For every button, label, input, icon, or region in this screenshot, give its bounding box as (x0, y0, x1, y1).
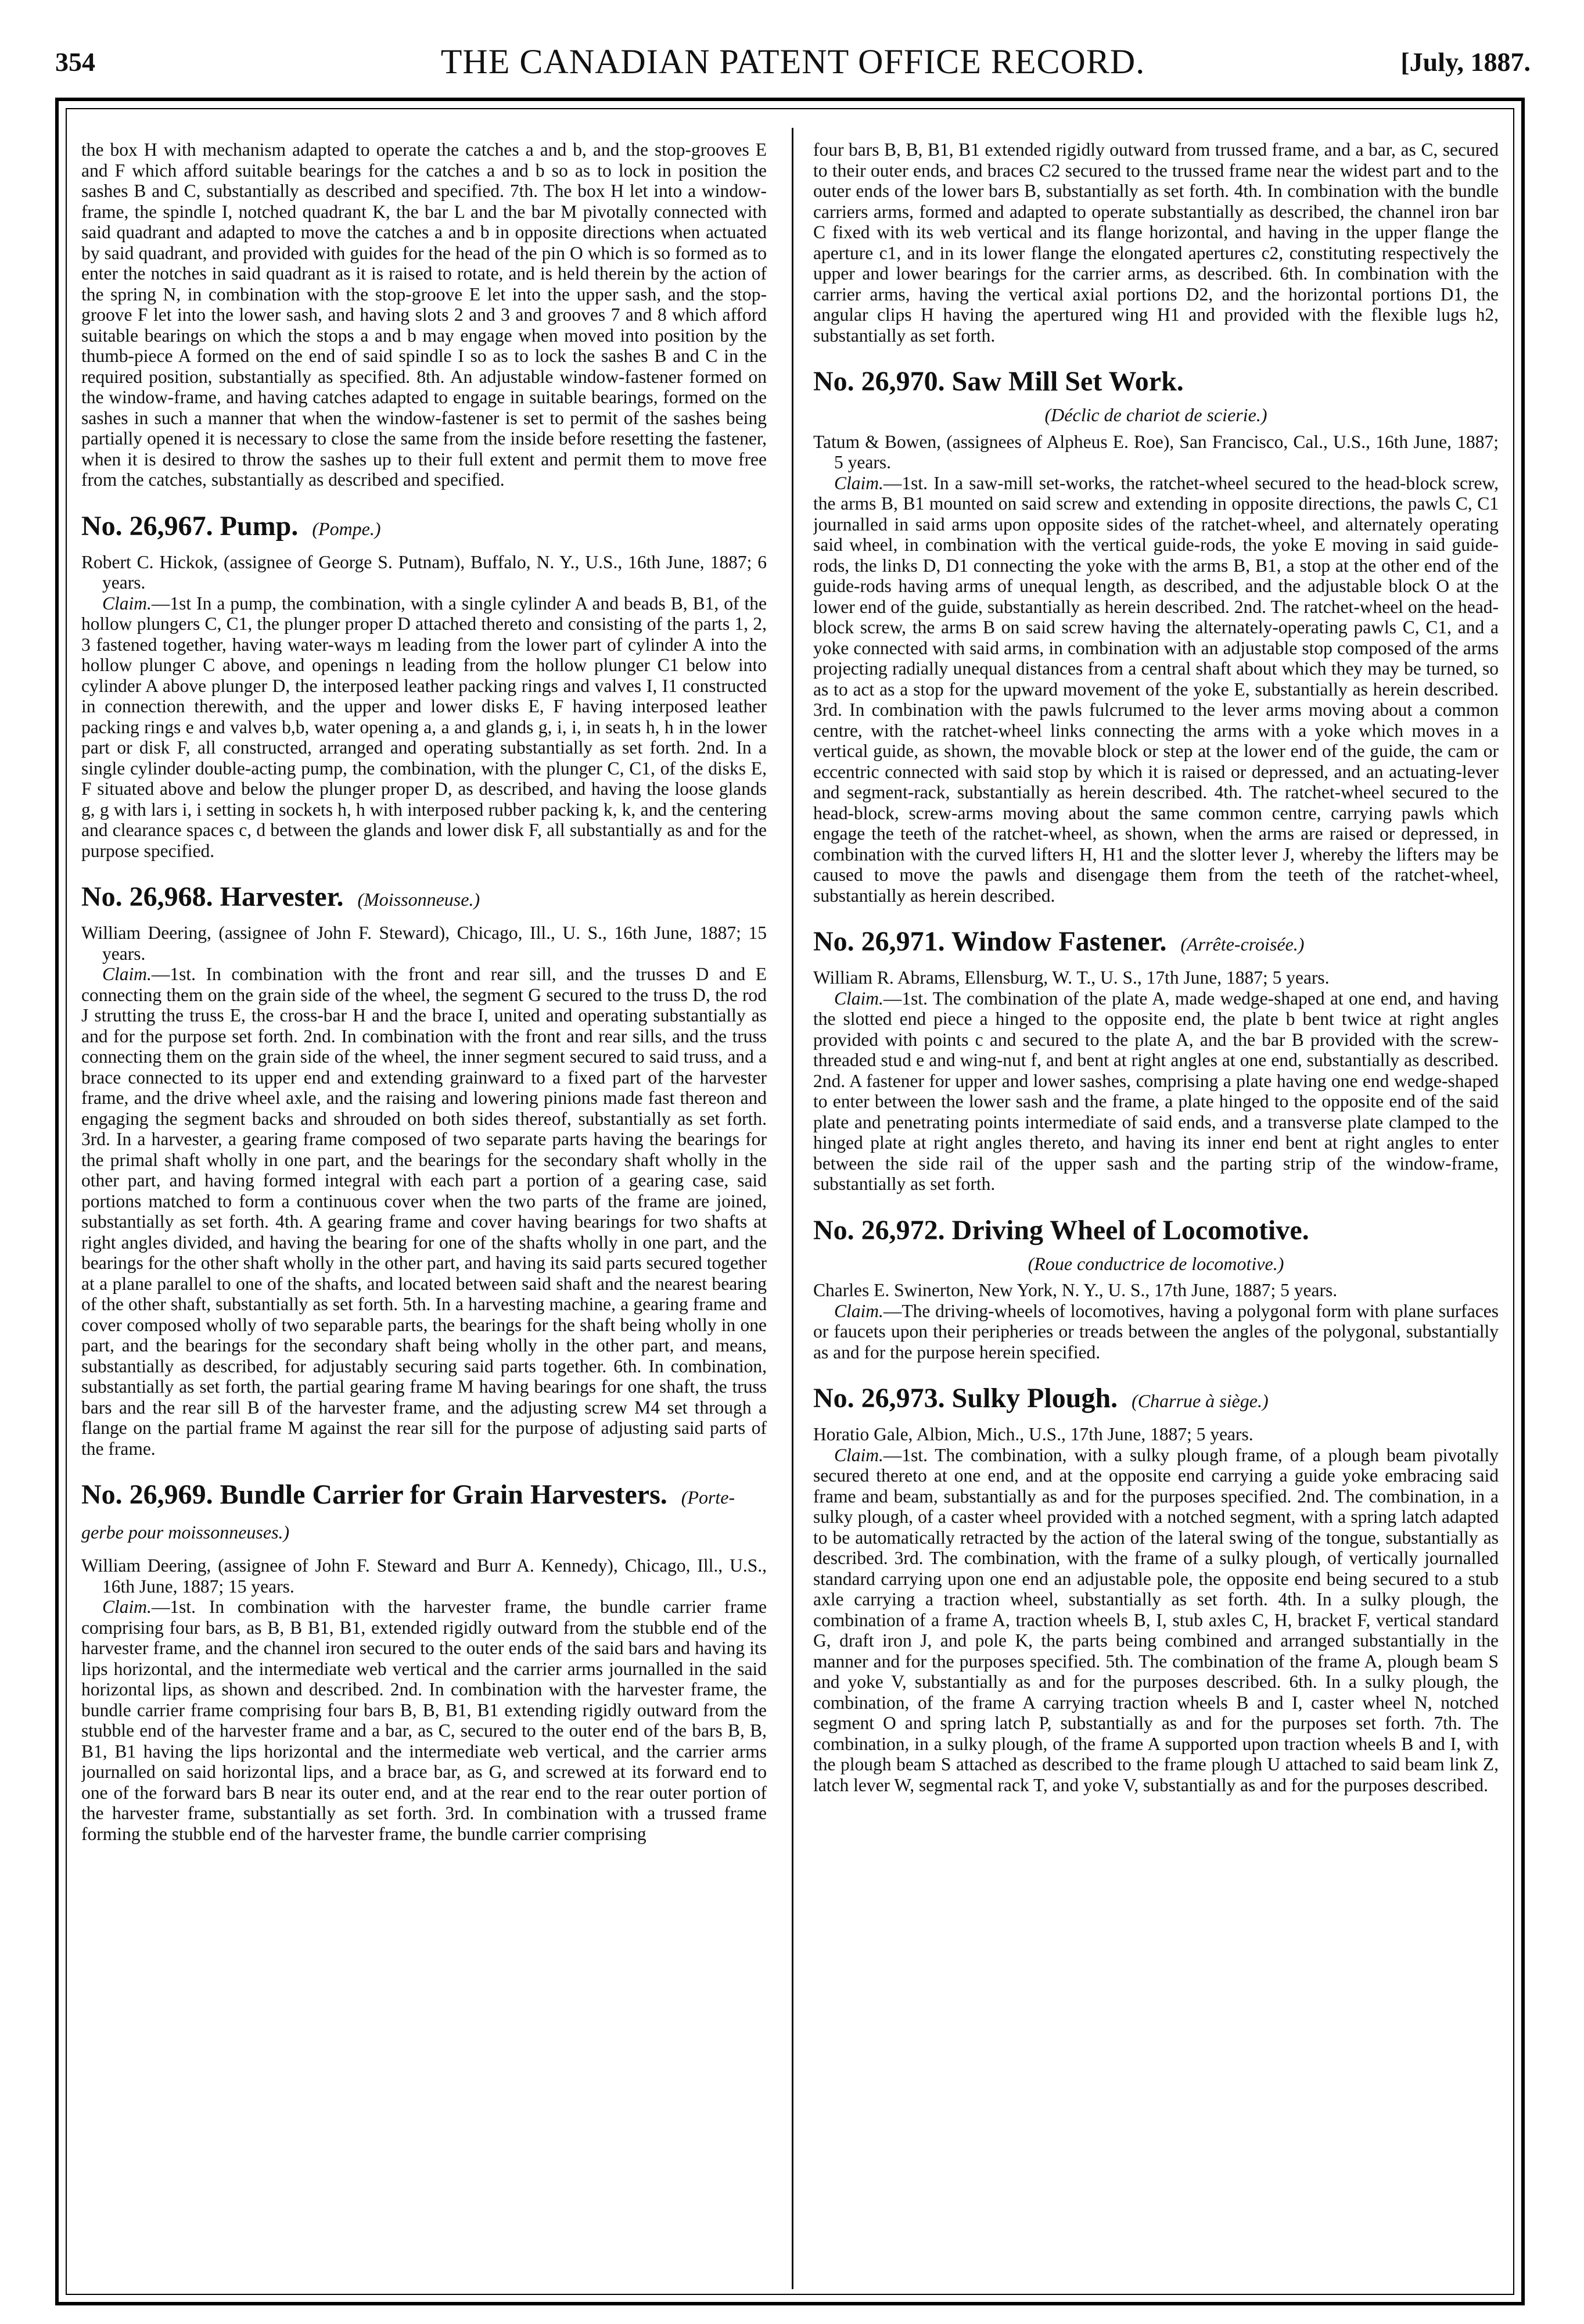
issue-date: [July, 1887. (1400, 47, 1531, 77)
french-title: (Déclic de chariot de scierie.) (1044, 404, 1267, 425)
french-title: (Charrue à siège.) (1132, 1390, 1269, 1411)
french-title: (Moissonneuse.) (357, 889, 480, 910)
patentee: Robert C. Hickok, (assignee of George S. Putnam), Buffalo, N. Y., U.S., 16th June, 1887; 6 years. (81, 551, 767, 593)
french-title: (Pompe.) (312, 518, 381, 539)
patent-entry-26970 (813, 365, 1499, 906)
claim-text: Claim.—The driving-wheels of locomotives, having a polygonal form with plane surfaces or faucets upon their peripheries or treads between the angles of the polygonal, substantially as and for the purpose herein specified. (813, 1300, 1499, 1362)
patentee: William Deering, (assignee of John F. Steward), Chicago, Ill., U. S., 16th June, 1887; 15 years. (81, 923, 767, 964)
continued-text: the box H with mechanism adapted to operate the catches a and b, and the stop-grooves E and F which afford suitable bearings for the catches a and b so as to lock in position the sashes B and C, substantially as described and specified. 7th. The box H let into a window-frame, the spindle I, notched quadrant K, the bar L and the bar M pivotally connected with said quadrant and adapted to move the catches a and b in opposite directions when actuated by said quadrant, and provided with guides for the head of the pin O which is so formed as to enter the notches in said quadrant as it is raised to rotate, and is held therein by the action of the spring N, in combination with the stop-groove E let into the upper sash, and the stop-groove F let into the lower sash, and having slots 2 and 3 and grooves 7 and 8 which afford suitable bearings on which the stops a and b may engage when moved into position by the thumb-piece A formed on the end of said spindle I so as to lock the sashes B and C in the required position, substantially as specified. 8th. An adjustable window-fastener formed on the window-frame, and having catches adapted to engage in suitable bearings, formed on the sashes in such a manner that when the window-fastener is set to permit of the sashes being partially opened it is necessary to close the same from the inside before resetting the fastener, when it is desired to throw the sashes up to their full extent and permit them to move free from the catches, substantially as described and specified. (81, 139, 767, 490)
entry-title: No. 26,968. Harvester. (Moissonneuse.) (81, 881, 480, 912)
patentee: William Deering, (assignee of John F. Steward and Burr A. Kennedy), Chicago, Ill., U.S., 16th June, 1887; 15 years. (81, 1555, 767, 1597)
patent-entry-26968 (81, 881, 767, 1459)
entry-title: No. 26,971. Window Fastener. (Arrête-croisée.) (813, 926, 1305, 957)
claim-text: Claim.—1st. In combination with the front and rear sill, and the trusses D and E connecting them on the grain side of the wheel, the segment G secured to the truss D, the rod J strutting the truss E, the cross-bar H and the brace I, united and operating substantially as and for the purpose set forth. 2nd. In combination with the front and rear sills, and the truss connecting them on the grain side of the wheel, the inner segment secured to said truss, and a brace connected to its upper end and extending grainward to a fixed part of the harvester frame, and the drive wheel axle, and the raising and lowering pinions made fast thereon and engaging the segment backs and shrouded on both sides thereof, substantially as set forth. 3rd. In a harvester, a gearing frame composed of two separate parts having the bearings for the primal shaft wholly in one part, and the bearings for the secondary shaft wholly in the other part, and having formed integral with each part a portion of a gearing case, said portions matched to form a continuous cover when the two parts of the frame are joined, substantially as set forth. 4th. A gearing frame and cover having bearings for two shafts at right angles divided, and having the bearing for one of the shafts wholly in one part, and the bearings for the other shaft wholly in the other part, and having its said parts secured together at a plane parallel to one of the shafts, and located between said shaft and the nearest bearing of the other shaft, substantially as set forth. 5th. In a harvesting machine, a gearing frame and cover composed wholly of two separable parts, the bearings for the shaft being wholly in one part, and the bearings for the secondary shaft being wholly in the other part, and means, substantially as described, for adjustably securing said parts together. 6th. In combination, substantially as set forth, the partial gearing frame M having bearings for one shaft, the truss bars and the rear sill B of the harvester frame, and the adjusting screw M4 set through a flange on the partial frame M against the rear sill for the purpose of adjusting said parts of the frame. (81, 964, 767, 1459)
patent-entry-26969 (81, 1479, 767, 1844)
page-header (55, 42, 1531, 88)
patent-entry-26967 (81, 510, 767, 862)
french-title: (Porte-gerbe pour moissonneuses.) (81, 1487, 735, 1543)
entry-title: No. 26,973. Sulky Plough. (Charrue à siège.) (813, 1383, 1269, 1414)
entry-title: No. 26,970. Saw Mill Set Work. (813, 366, 1184, 397)
page-number: 354 (55, 47, 95, 77)
french-title: (Arrête-croisée.) (1180, 934, 1305, 955)
entry-title: No. 26,969. Bundle Carrier for Grain Harvesters. (Porte-gerbe pour moissonneuses.) (81, 1479, 735, 1543)
claim-text: Claim.—1st. The combination of the plate A, made wedge-shaped at one end, and having the slotted end piece a hinged to the opposite end, the plate b bent twice at right angles provided with points c and secured to the plate A, and the bar B provided with the screw-threaded stud e and wing-nut f, and bent at right angles at one end, substantially as described. 2nd. A fastener for upper and lower sashes, comprising a plate having one end wedge-shaped to enter between the lower sash and the frame, a plate hinged to the opposite end of the said plate and penetrating points intermediate of said ends, and a transverse plate clamped to the hinged plate at right angles thereto, and having its inner end bent at right angles to enter between the side rail of the upper sash and the parting strip of the window-frame, substantially as set forth. (813, 988, 1499, 1194)
left-column (81, 139, 767, 2283)
patent-entry-26972 (813, 1214, 1499, 1363)
french-title: (Roue conductrice de locomotive.) (1028, 1253, 1284, 1274)
continued-text: four bars B, B, B1, B1 extended rigidly outward from trussed frame, and a bar, as C, secured to their outer ends, and braces C2 secured to the trussed frame near the widest part and to the outer ends of the lower bars B, substantially as set forth. 4th. In combination with the bundle carriers arms, formed and adapted to operate substantially as described, the channel iron bar C fixed with its web vertical and its flange horizontal, and having in the upper flange the aperture c1, and in its lower flange the elongated apertures c2, constituting respectively the upper and lower bearings for the carrier arms, as described. 6th. In combination with the carrier arms, having the vertical axial portions D2, and the horizontal portions D1, the angular clips H having the apertured wing H1 and provided with the flexible lugs h2, substantially as set forth. (813, 139, 1499, 346)
patent-entry-26973 (813, 1382, 1499, 1795)
entry-title: No. 26,967. Pump. (Pompe.) (81, 510, 381, 541)
claim-text: Claim.—1st. In a saw-mill set-works, the ratchet-wheel secured to the head-block screw, the arms B, B1 mounted on said screw and extending in opposite directions, the pawls C, C1 journalled in said arms upon opposite sides of the ratchet-wheel, and alternately operating said wheel, in combination with the vertical guide-rods, the yoke E moving in said guide-rods, the links D, D1 connecting the yoke with the arms B, B1, a stop at the other end of the guide-rods having arms of unequal length, as described, and the adjustable block O at the lower end of the guide, substantially as herein described. 2nd. The ratchet-wheel on the head-block screw, the arms B on said screw having the alternately-operating pawls C, C1, and a yoke connected with said arms, in combination with an adjustable stop composed of the arms projecting radially unequal distances from a central shaft about which they may be turned, so as to act as a stop for the upward movement of the yoke E, substantially as herein described. 3rd. In combination with the pawls fulcrumed to the lever arms moving about a common centre, with the ratchet-wheel links connecting the arms with a yoke which moves in a vertical guide, as shown, the movable block or step at the lower end of the guide, the cam or eccentric connected with said stop by which it is raised or depressed, and an actuating-lever and segment-rack, substantially as herein described. 4th. The ratchet-wheel secured to the head-block, screw-arms moving about the same common centre, carrying pawls which engage the teeth of the ratchet-wheel, as shown, when the arms are raised or depressed, in combination with the curved lifters H, H1 and the slotter lever J, whereby the lifters may be caused to move the pawls and disengage them from the teeth of the ratchet-wheel, substantially as herein described. (813, 472, 1499, 906)
column-divider (792, 128, 793, 2289)
claim-text: Claim.—1st In a pump, the combination, with a single cylinder A and beads B, B1, of the hollow plungers C, C1, the plunger proper D attached thereto and consisting of the parts 1, 2, 3 fastened together, having water-ways m leading from the lower part of cylinder A into the hollow plunger C above, and openings n leading from the hollow plunger C1 below into cylinder A above plunger D, the interposed leather packing rings and valves I, I1 constructed in connection therewith, and the upper and lower disks E, F having interposed leather packing rings e and valves b,b, water opening a, a and glands g, i, i, in seats h, h in the lower part or disk F, all constructed, arranged and operating substantially as set forth. 2nd. In a single cylinder double-acting pump, the combination, with the plunger C, C1, of the disks E, F situated above and below the plunger proper D, as described, and having the loose glands g, g with lars i, i setting in sockets h, h with interposed rubber packing k, k, and the centering and clearance spaces c, d between the glands and lower disk F, all substantially as and for the purpose specified. (81, 593, 767, 861)
entry-title: No. 26,972. Driving Wheel of Locomotive. (813, 1214, 1309, 1246)
patent-entry-26971 (813, 926, 1499, 1195)
claim-text: Claim.—1st. In combination with the harvester frame, the bundle carrier frame comprising four bars, as B, B B1, B1, extended rigidly outward from the stubble end of the harvester frame, and the channel iron secured to the outer ends of the said bars and having its lips horizontal, and the intermediate web vertical and the carrier arms journalled in the said horizontal lips, as shown and described. 2nd. In combination with the harvester frame, the bundle carrier frame comprising four bars B, B, B1, B1 extending rigidly outward from the stubble end of the harvester frame and a bar, as C, secured to the outer end of the bars B, B, B1, B1 having the lips horizontal and the intermediate web vertical, and the carrier arms journalled on said horizontal lips, and a brace bar, as G, and screwed at its forward end to one of the forward bars B near its outer end, and at the rear end to the rear outer portion of the harvester frame, substantially as set forth. 3rd. In combination with a trussed frame forming the stubble end of the harvester frame, the bundle carrier comprising (81, 1597, 767, 1844)
patentee: Horatio Gale, Albion, Mich., U.S., 17th June, 1887; 5 years. (813, 1424, 1253, 1444)
claim-text: Claim.—1st. The combination, with a sulky plough frame, of a plough beam pivotally secured thereto at one end, and at the opposite end carrying a guide yoke embracing said frame and beam, substantially as and for the purposes specified. 2nd. The combination, in a sulky plough, of a caster wheel provided with a notched segment, with a spring latch adapted to be automatically retracted by the action of the lateral swing of the tongue, substantially as described. 3rd. The combination, with the frame of a sulky plough, of vertically journalled standard carrying upon one end an adjustable pole, the opposite end being secured to a stub axle carrying a traction wheel, substantially as set forth. 4th. In a sulky plough, the combination of a frame A, traction wheels B, I, stub axles C, H, bracket F, vertical standard G, draft iron J, and pole K, the parts being combined and arranged substantially in the manner and for the purposes specified. 5th. The combination of the frame A, plough beam S and yoke V, substantially as and for the purposes described. 6th. In a sulky plough, the combination, of the frame A carrying traction wheels B and I, caster wheel N, notched segment O and spring latch P, substantially as and for the purposes set forth. 7th. The combination, in a sulky plough, of the frame A supported upon traction wheels B and I, with the plough beam S attached as described to the frame plough U attached to said beam link Z, latch lever W, segmental rack T, and yoke V, substantially as and for the purposes described. (813, 1444, 1499, 1795)
patentee: Tatum & Bowen, (assignees of Alpheus E. Roe), San Francisco, Cal., U.S., 16th June, 1887; 5 years. (813, 431, 1499, 472)
patentee: William R. Abrams, Ellensburg, W. T., U. S., 17th June, 1887; 5 years. (813, 967, 1330, 988)
right-column (813, 139, 1499, 2283)
patentee: Charles E. Swinerton, New York, N. Y., U. S., 17th June, 1887; 5 years. (813, 1280, 1338, 1300)
journal-title: THE CANADIAN PATENT OFFICE RECORD. (440, 42, 1145, 81)
